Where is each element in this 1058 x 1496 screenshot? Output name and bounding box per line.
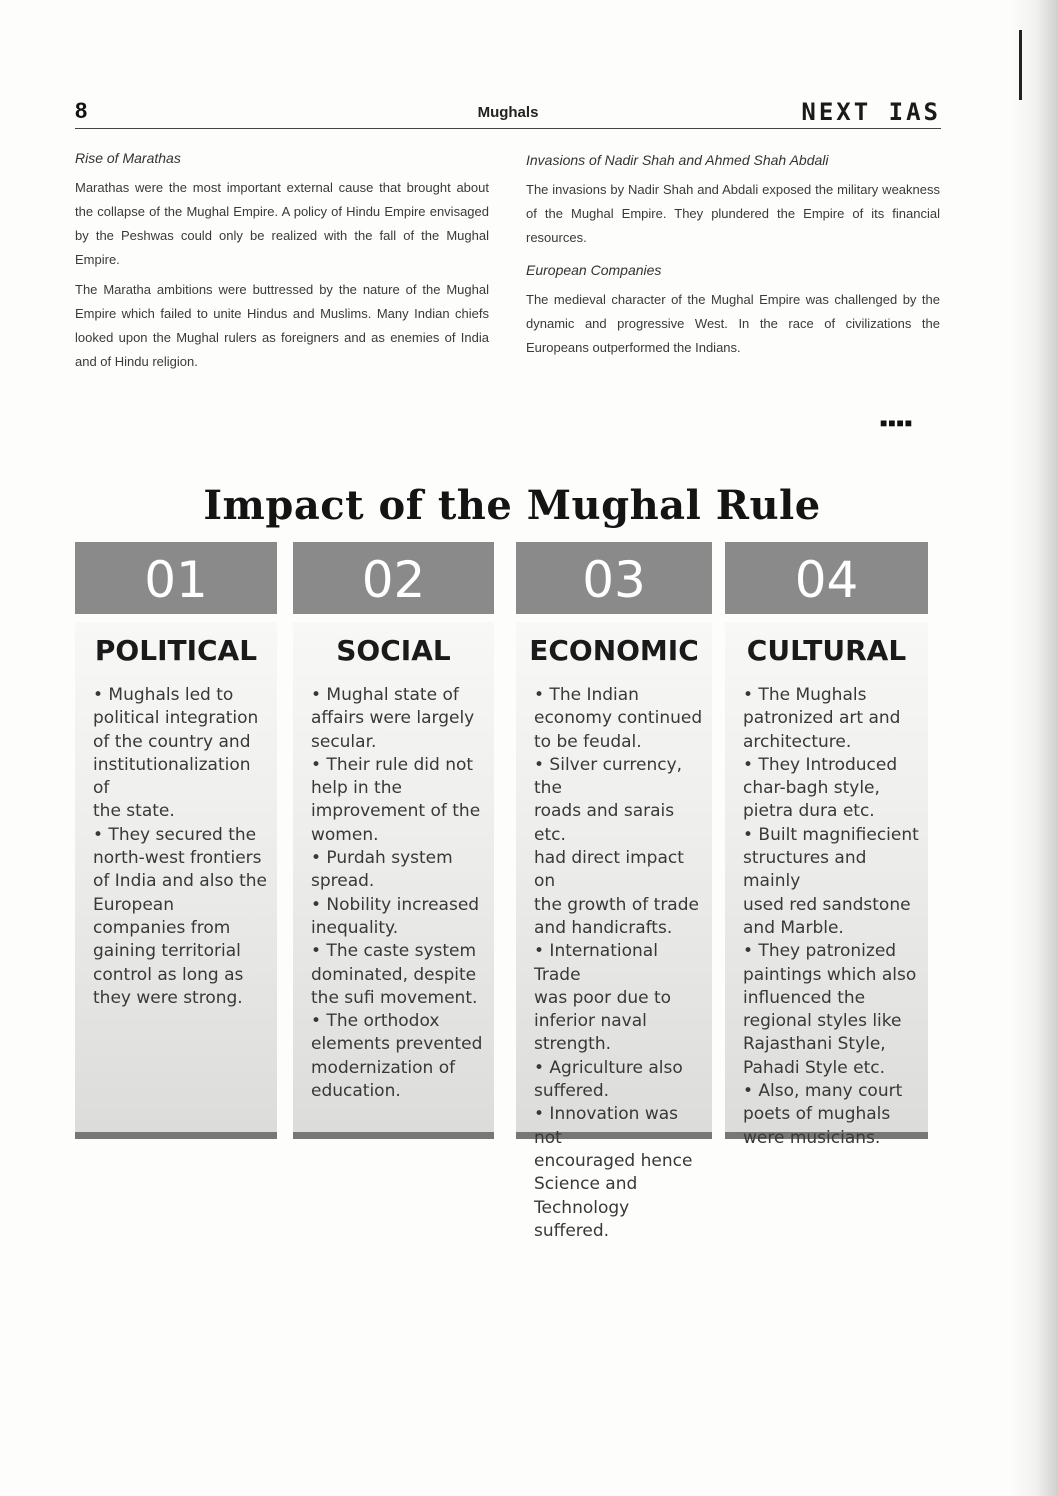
card-line: • Nobility increased xyxy=(311,894,480,915)
card-number: 02 xyxy=(293,542,494,614)
card-line: • They patronized xyxy=(743,941,897,962)
end-of-section-mark: ■■■■ xyxy=(880,416,913,430)
card-line: modernization of xyxy=(311,1057,456,1078)
card-text xyxy=(725,684,928,1150)
european-companies-heading: European Companies xyxy=(526,262,662,278)
card-line: and handicrafts. xyxy=(534,917,673,938)
card-line: used red sandstone xyxy=(743,894,911,915)
card-line: • The Mughals xyxy=(743,685,867,705)
impact-card-cultural xyxy=(725,542,928,1148)
card-line: suffered. xyxy=(534,1081,610,1102)
card-line: institutionalization of xyxy=(93,754,251,799)
card-line: north-west frontiers xyxy=(93,848,262,869)
card-body xyxy=(516,622,712,1241)
invasions-heading: Invasions of Nadir Shah and Ahmed Shah Abdali xyxy=(526,152,829,168)
card-line: • Agriculture also xyxy=(534,1057,683,1078)
card-line: architecture. xyxy=(743,731,852,752)
card-line: spread. xyxy=(311,871,375,892)
card-line: and Marble. xyxy=(743,917,844,938)
card-heading: ECONOMIC xyxy=(529,634,699,667)
page-header xyxy=(75,96,941,129)
card-line: the state. xyxy=(93,801,175,822)
page-edge-mark xyxy=(1019,30,1022,100)
card-text xyxy=(516,684,712,1243)
brand-logo: NEXT IAS xyxy=(801,98,941,126)
card-line: European xyxy=(93,894,174,915)
left-column xyxy=(75,150,489,380)
card-text xyxy=(293,684,494,1103)
card-number: 04 xyxy=(725,542,928,614)
card-line: patronized art and xyxy=(743,708,901,729)
impact-card-social xyxy=(293,542,494,1139)
card-line: the growth of trade xyxy=(534,894,699,915)
card-line: paintings which also xyxy=(743,964,917,985)
paragraph: The medieval character of the Mughal Empire was challenged by the dynamic and progressive West. In the race of civilizations the Europeans outperformed the Indians. xyxy=(526,292,940,355)
card-line: inferior naval xyxy=(534,1011,647,1032)
card-line: char-bagh style, xyxy=(743,778,880,799)
card-line: education. xyxy=(311,1081,401,1102)
card-line: Technology suffered. xyxy=(534,1197,630,1241)
right-column xyxy=(526,152,940,366)
card-line: of the country and xyxy=(93,731,251,752)
card-line: Pahadi Style etc. xyxy=(743,1057,885,1078)
card-line: control as long as xyxy=(93,964,244,985)
card-line: help in the xyxy=(311,778,402,799)
card-line: • Mughal state of xyxy=(311,685,459,705)
card-line: regional styles like xyxy=(743,1011,902,1032)
card-line: strength. xyxy=(534,1034,612,1055)
card-line: encouraged hence xyxy=(534,1150,693,1171)
running-title: Mughals xyxy=(477,104,539,121)
card-number: 03 xyxy=(516,542,712,614)
card-line: • Their rule did not xyxy=(311,754,474,775)
card-line: Science and xyxy=(534,1174,638,1195)
card-line: dominated, despite xyxy=(311,964,477,985)
card-line: affairs were largely xyxy=(311,708,475,729)
card-line: influenced the xyxy=(743,987,866,1008)
card-line: • The caste system xyxy=(311,941,477,962)
card-line: elements prevented xyxy=(311,1034,483,1055)
card-body xyxy=(725,622,928,1148)
card-line: • International Trade xyxy=(534,941,658,985)
card-line: was poor due to xyxy=(534,987,672,1008)
card-line: companies from xyxy=(93,917,231,938)
card-body xyxy=(293,622,494,1139)
card-line: of India and also the xyxy=(93,871,268,892)
paragraph: Marathas were the most important external cause that brought about the collapse of the Mughal Empire. A policy of Hindu Empire envisaged by the Peshwas could only be realized with the fall of the Mughal Empire. xyxy=(75,180,489,267)
card-line: women. xyxy=(311,824,379,845)
card-line: • The Indian xyxy=(534,685,639,705)
paragraph: The invasions by Nadir Shah and Abdali exposed the military weakness of the Mughal Empire. They plundered the Empire of its financial resources. xyxy=(526,182,940,245)
card-line: roads and sarais etc. xyxy=(534,801,675,845)
infographic-title: Impact of the Mughal Rule xyxy=(203,482,821,529)
card-line: • Mughals led to xyxy=(93,685,234,705)
card-line: political integration xyxy=(93,708,259,729)
card-line: • Silver currency, the xyxy=(534,754,683,799)
card-line: • Innovation was not xyxy=(534,1104,679,1148)
card-line: Rajasthani Style, xyxy=(743,1034,886,1055)
page-number: 8 xyxy=(75,98,88,123)
card-body xyxy=(75,622,277,1139)
card-line: • They secured the xyxy=(93,824,257,845)
impact-card-political xyxy=(75,542,277,1139)
card-line: inequality. xyxy=(311,917,399,938)
card-line: poets of mughals xyxy=(743,1104,891,1125)
card-line: • Built magnifiecient xyxy=(743,824,919,845)
impact-card-economic xyxy=(516,542,712,1241)
card-line: • The orthodox xyxy=(311,1011,440,1032)
card-line: were musicians. xyxy=(743,1127,881,1148)
paragraph: The Maratha ambitions were buttressed by the nature of the Mughal Empire which failed to unite Hindus and Muslims. Many Indian chiefs looked upon the Mughal rulers as foreigners and as enemies of India and of Hindu religion. xyxy=(75,282,489,369)
page-edge-shadow xyxy=(1010,0,1058,1496)
card-line: secular. xyxy=(311,731,377,752)
card-line: they were strong. xyxy=(93,987,243,1008)
card-number: 01 xyxy=(75,542,277,614)
card-line: structures and mainly xyxy=(743,848,867,892)
card-line: • Purdah system xyxy=(311,848,453,869)
card-heading: POLITICAL xyxy=(94,634,258,667)
card-line: gaining territorial xyxy=(93,941,241,962)
card-line: • Also, many court xyxy=(743,1081,903,1102)
card-line: had direct impact on xyxy=(534,848,684,892)
card-line: • They Introduced xyxy=(743,754,898,775)
card-heading: SOCIAL xyxy=(336,634,451,667)
card-line: improvement of the xyxy=(311,801,481,822)
card-line: pietra dura etc. xyxy=(743,801,875,822)
card-line: economy continued xyxy=(534,708,703,729)
card-line: to be feudal. xyxy=(534,731,642,752)
card-text xyxy=(75,684,277,1010)
rise-of-marathas-heading: Rise of Marathas xyxy=(75,150,181,166)
card-line: the sufi movement. xyxy=(311,987,478,1008)
card-heading: CULTURAL xyxy=(746,634,907,667)
